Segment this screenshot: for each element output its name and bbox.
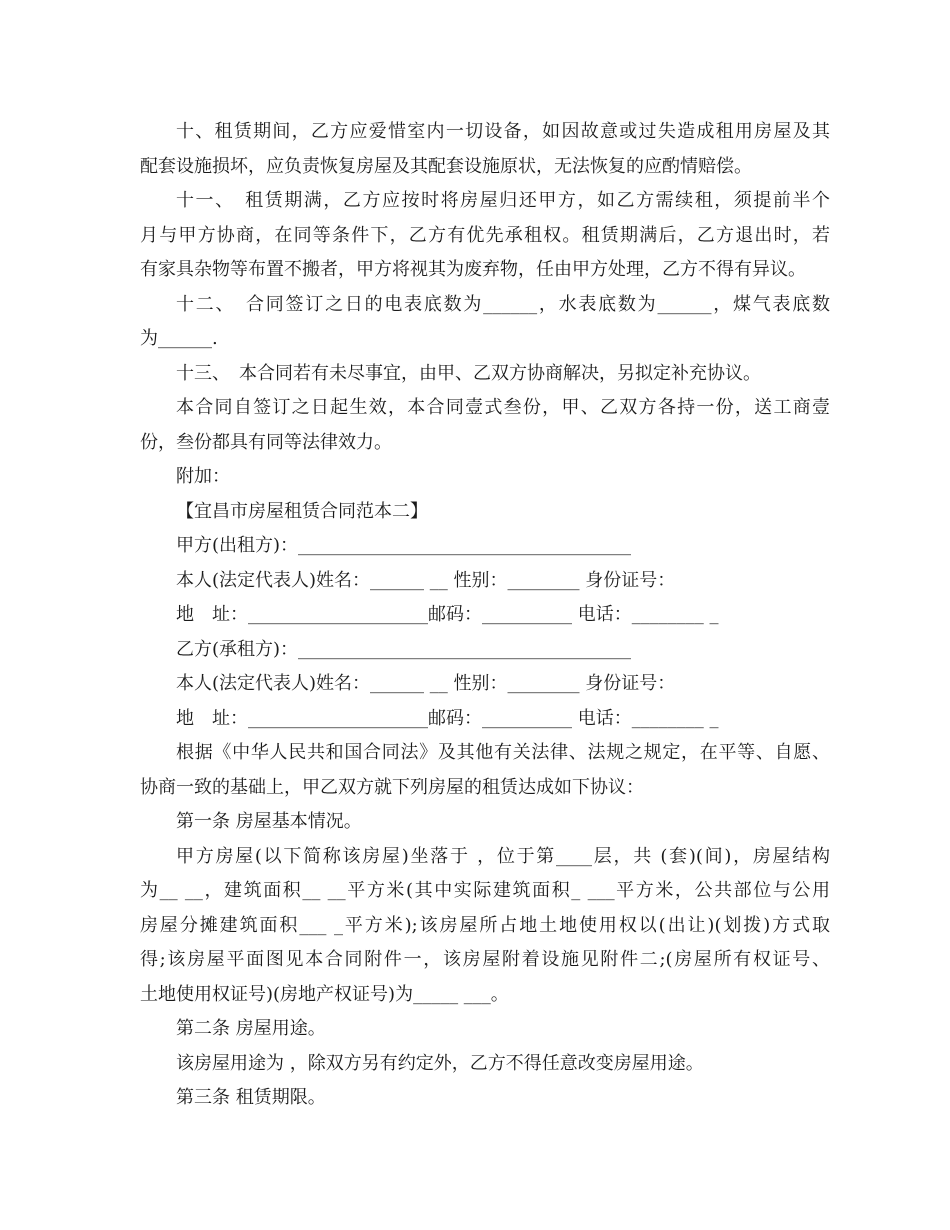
line-15: 地 址：____________________邮码：__________ 电话：________ _ [176,604,719,625]
line-14: 本人(法定代表人)姓名：______ __ 性别：________ 身份证号： [176,569,676,591]
line-1: 十、租赁期间，乙方应爱惜室内一切设备，如因故意或过失造成租用房屋及其 [176,121,830,142]
line-12: 【宜昌市房屋租赁合同范本二】 [176,500,428,522]
line-27: 第二条 房屋用途。 [176,1018,326,1039]
document-body [140,115,830,1116]
document-page [140,115,830,1116]
line-9: 本合同自签订之日起生效，本合同壹式叁份，甲、乙双方各持一份，送工商壹 [176,397,830,418]
line-16: 乙方(承租方)：_____________________________________ [176,638,632,660]
line-7: 为______. [140,328,218,349]
line-26: 土地使用权证号)(房地产权证号)为_____ ___。 [140,983,509,1005]
line-13: 甲方(出租方)：_____________________________________ [176,535,632,556]
line-11: 附加： [176,466,230,487]
line-25: 得;该房屋平面图见本合同附件一，该房屋附着设施见附件二;(房屋所有权证号、 [140,949,830,970]
line-20: 协商一致的基础上，甲乙双方就下列房屋的租赁达成如下协议： [140,776,644,798]
line-24: 房屋分摊建筑面积___ _平方米);该房屋所占地土地使用权以(出让)(划拨)方式取 [140,914,830,936]
line-2: 配套设施损坏，应负责恢复房屋及其配套设施原状，无法恢复的应酌情赔偿。 [140,155,752,177]
line-19: 根据《中华人民共和国合同法》及其他有关法律、法规之规定，在平等、自愿、 [176,742,830,763]
line-4: 月与甲方协商，在同等条件下，乙方有优先承租权。租赁期满后，乙方退出时，若 [140,224,830,246]
line-8: 十三、 本合同若有未尽事宜，由甲、乙双方协商解决，另拟定补充协议。 [176,362,761,384]
line-10: 份，叁份都具有同等法律效力。 [140,431,392,453]
line-6: 十二、 合同签订之日的电表底数为______，水表底数为______，煤气表底数 [176,293,830,315]
line-23: 为__ __，建筑面积__ __平方米(其中实际建筑面积_ ___平方米，公共部位与公用 [140,880,830,901]
line-29: 第三条 租赁期限。 [176,1087,326,1108]
line-18: 地 址：____________________邮码：__________ 电话：________ _ [176,707,719,729]
line-21: 第一条 房屋基本情况。 [176,811,362,832]
line-28: 该房屋用途为 ，除双方另有约定外，乙方不得任意改变房屋用途。 [176,1052,704,1074]
line-3: 十一、 租赁期满，乙方应按时将房屋归还甲方，如乙方需续租，须提前半个 [176,190,830,211]
line-5: 有家具杂物等布置不搬者，甲方将视其为废弃物，任由甲方处理，乙方不得有异议。 [140,259,806,280]
line-17: 本人(法定代表人)姓名：______ __ 性别：________ 身份证号： [176,673,676,694]
line-22: 甲方房屋(以下简称该房屋)坐落于 ，位于第____层，共 (套)(间)，房屋结构 [176,845,830,867]
